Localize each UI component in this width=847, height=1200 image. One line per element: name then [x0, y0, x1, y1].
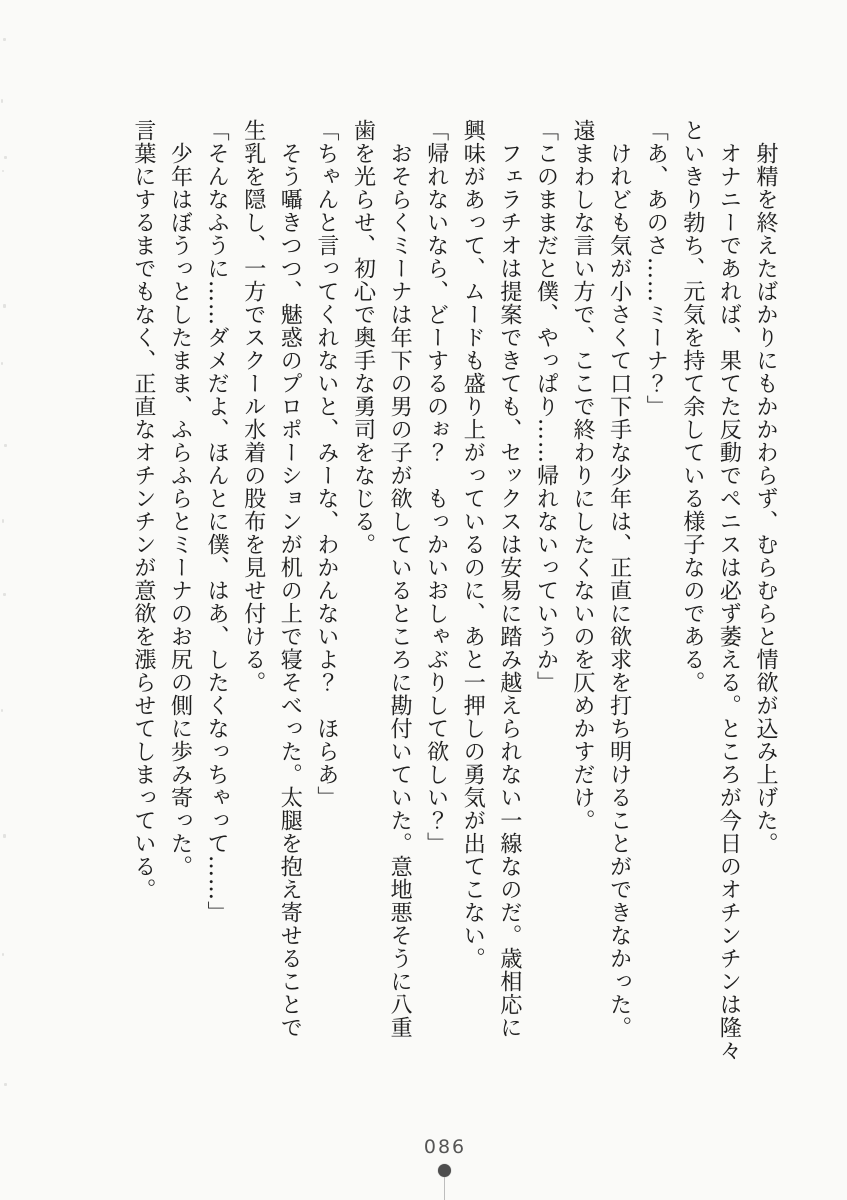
- text-column: 射精を終えたばかりにもかかわらず、むらむらと情欲が込み上げた。: [753, 119, 778, 855]
- text-column: 言葉にするまでもなく、正直なオチンチンが意欲を漲らせてしまっている。: [130, 119, 156, 901]
- text-column: といきり勃ち、元気を持て余している様子なのである。: [679, 119, 705, 694]
- text-column: 歯を光らせ、初心で奥手な勇司をなじる。: [350, 119, 376, 556]
- vertical-text-block: [124, 119, 783, 1062]
- page-number: 086: [423, 1136, 467, 1158]
- text-column: 「ちゃんと言ってくれないと、みーな、わかんないよ？ ほらあ」: [313, 119, 339, 809]
- text-column: 生乳を隠し、一方でスクール水着の股布を見せ付ける。: [240, 119, 266, 694]
- text-column: 「帰れないなら、どーするのぉ？ もっかいおしゃぶりして欲しい？」: [423, 119, 449, 855]
- text-column: 「このままだと僕、やっぱり……帰れないっていうか」: [533, 119, 559, 694]
- page-ornament-line: [444, 1177, 446, 1200]
- text-column: 遠まわしな言い方で、ここで終わりにしたくないのを仄めかすだけ。: [570, 119, 596, 832]
- text-column: 少年はぼうっとしたまま、ふらふらとミーナのお尻の側に歩み寄った。: [167, 119, 193, 878]
- text-column: フェラチオは提案できても、セックスは安易に踏み越えられない一線なのだ。歳相応に: [496, 119, 522, 1039]
- text-column: そう囁きつつ、魅惑のプロポーションが机の上で寝そべった。太腿を抱え寄せることで: [277, 119, 303, 1039]
- text-column: けれども気が小さくて口下手な少年は、正直に欲求を打ち明けることができなかった。: [606, 119, 632, 1039]
- text-column: 興味があって、ムードも盛り上がっているのに、あと一押しの勇気が出てこない。: [460, 119, 486, 970]
- text-column: 「あ、あのさ……ミーナ？」: [643, 119, 669, 418]
- text-column: おそらくミーナは年下の男の子が欲しているところに勘付いていた。意地悪そうに八重: [387, 119, 413, 1039]
- text-column: 「そんなふうに……ダメだよ、ほんとに僕、はあ、したくなっちゃって……」: [204, 119, 230, 924]
- page-ornament-dot: [438, 1164, 451, 1177]
- text-column: オナニーであれば、果てた反動でペニスは必ず萎える。ところが今日のオチンチンは隆々: [716, 119, 742, 1062]
